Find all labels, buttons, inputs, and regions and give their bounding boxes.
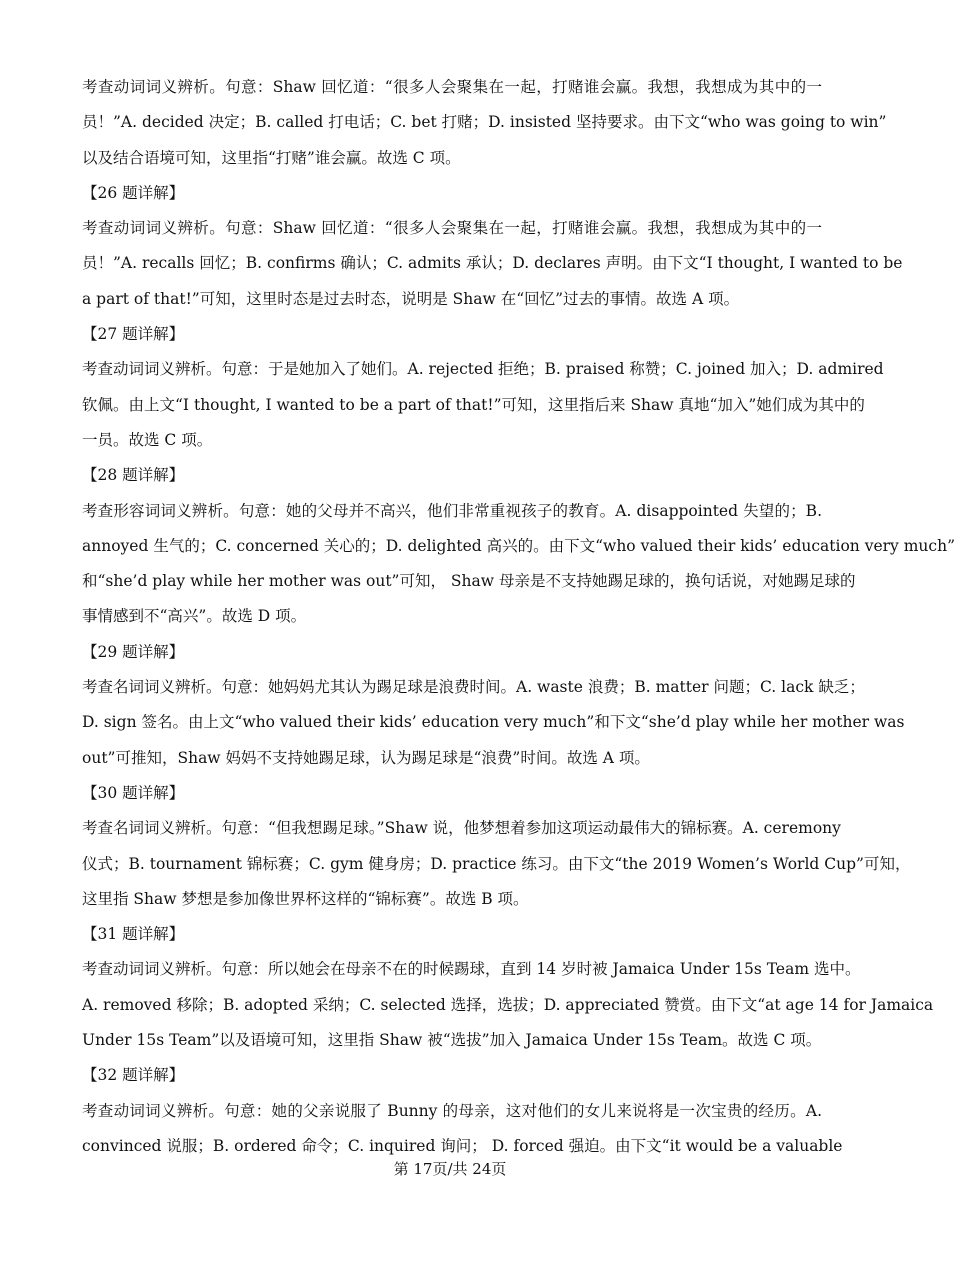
paragraph-line: 考查名词词义辨析。句意：她妈妈尤其认为踢足球是浪费时间。A. waste 浪费；B. matter 问题；C. lack 缺乏；: [82, 678, 865, 697]
question-heading: 【29 题详解】: [82, 642, 185, 661]
question-heading: 【30 题详解】: [82, 783, 185, 802]
paragraph-line: convinced 说服；B. ordered 命令；C. inquired 询问； D. forced 强迫。由下文“it would be a valuable: [82, 1136, 843, 1155]
paragraph-line: 考查动词词义辨析。句意：于是她加入了她们。A. rejected 拒绝；B. praised 称赞；C. joined 加入；D. admired: [82, 360, 884, 379]
paragraph-line: A. removed 移除；B. adopted 采纳；C. selected 选择，选拔；D. appreciated 赞赏。由下文“at age 14 for Jamaica: [82, 995, 934, 1014]
paragraph-line: out”可推知，Shaw 妈妈不支持她踢足球，认为踢足球是“浪费”时间。故选 A 项。: [82, 748, 650, 767]
paragraph-line: 考查名词词义辨析。句意：“但我想踢足球。”Shaw 说，他梦想着参加这项运动最伟大的锦标赛。A. ceremony: [82, 819, 841, 838]
paragraph-line: annoyed 生气的；C. concerned 关心的；D. delighted 高兴的。由下文“who valued their kids’ education very much”: [82, 536, 955, 555]
paragraph-line: 和“she’d play while her mother was out”可知， Shaw 母亲是不支持她踢足球的，换句话说，对她踢足球的: [82, 572, 856, 591]
paragraph-line: 事情感到不“高兴”。故选 D 项。: [82, 607, 307, 626]
paragraph-line: 钦佩。由上文“I thought, I wanted to be a part of that!”可知，这里指后来 Shaw 真地“加入”她们成为其中的: [82, 395, 865, 414]
paragraph-line: 员！”A. recalls 回忆；B. confirms 确认；C. admits 承认；D. declares 声明。由下文“I thought, I wanted to be: [82, 254, 903, 273]
paragraph-line: 以及结合语境可知，这里指“打赌”谁会赢。故选 C 项。: [82, 148, 461, 167]
paragraph-line: 仪式；B. tournament 锦标赛；C. gym 健身房；D. practice 练习。由下文“the 2019 Women’s World Cup”可知，: [82, 854, 911, 873]
page-footer: 第 17页/共 24页: [393, 1160, 507, 1178]
paragraph-line: 考查形容词词义辨析。句意：她的父母并不高兴，他们非常重视孩子的教育。A. disappointed 失望的；B.: [82, 501, 822, 520]
paragraph-line: 员！”A. decided 决定；B. called 打电话；C. bet 打赌；D. insisted 坚持要求。由下文“who was going to win”: [82, 113, 887, 132]
paragraph-line: D. sign 签名。由上文“who valued their kids’ education very much”和下文“she’d play while her mother was: [82, 713, 905, 732]
paragraph-line: 考查动词词义辨析。句意：Shaw 回忆道：“很多人会聚集在一起，打赌谁会赢。我想，我想成为其中的一: [82, 219, 822, 238]
paragraph-line: a part of that!”可知，这里时态是过去时态，说明是 Shaw 在“回忆”过去的事情。故选 A 项。: [82, 289, 740, 308]
question-heading: 【28 题详解】: [82, 466, 185, 485]
paragraph-line: 这里指 Shaw 梦想是参加像世界杯这样的“锦标赛”。故选 B 项。: [82, 889, 529, 908]
paragraph-line: 考查动词词义辨析。句意：她的父亲说服了 Bunny 的母亲，这对他们的女儿来说将是一次宝贵的经历。A.: [82, 1101, 822, 1120]
paragraph-line: 一员。故选 C 项。: [82, 430, 213, 449]
question-heading: 【26 题详解】: [82, 183, 185, 202]
question-heading: 【32 题详解】: [82, 1066, 185, 1085]
question-heading: 【31 题详解】: [82, 925, 185, 944]
paragraph-line: 考查动词词义辨析。句意：Shaw 回忆道：“很多人会聚集在一起，打赌谁会赢。我想，我想成为其中的一: [82, 78, 822, 96]
paragraph-line: Under 15s Team”以及语境可知，这里指 Shaw 被“选拔”加入 Jamaica Under 15s Team。故选 C 项。: [82, 1031, 822, 1050]
paragraph-line: 考查动词词义辨析。句意：所以她会在母亲不在的时候踢球，直到 14 岁时被 Jamaica Under 15s Team 选中。: [82, 960, 861, 979]
document-body: [82, 70, 955, 1164]
question-heading: 【27 题详解】: [82, 325, 185, 344]
